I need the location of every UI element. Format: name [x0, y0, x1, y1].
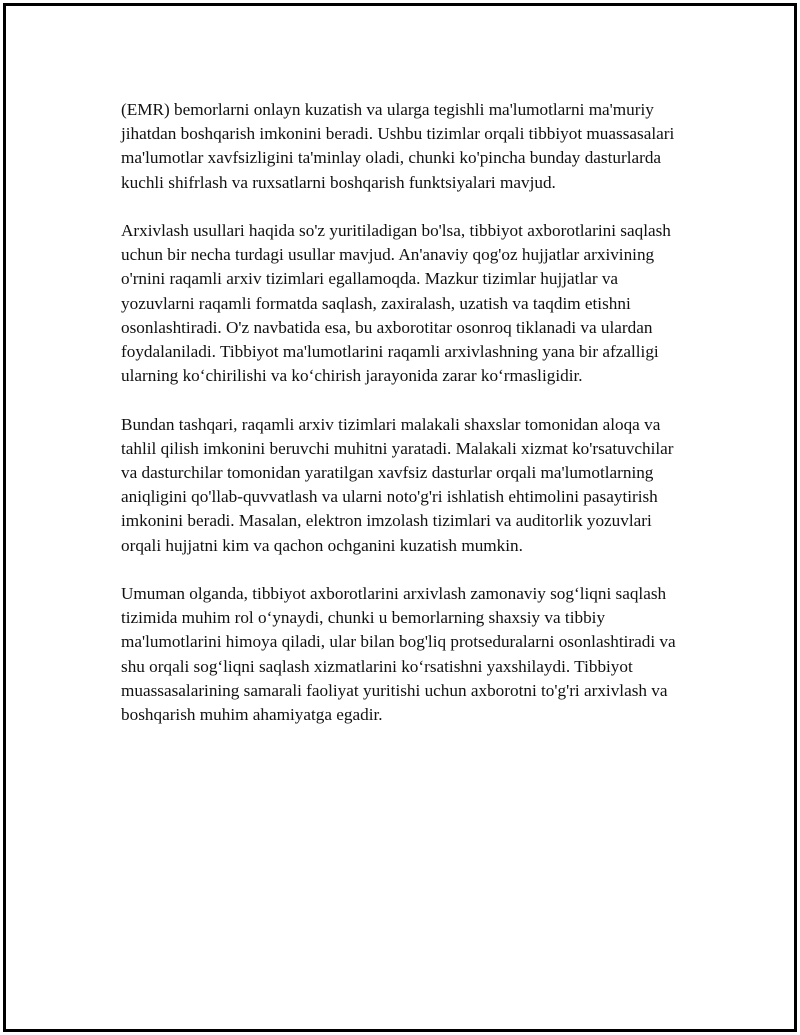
document-body [121, 98, 689, 751]
paragraph-emr-systems: (EMR) bemorlarni onlayn kuzatish va ularga tegishli ma'lumotlarni ma'muriy jihatdan boshqarish imkonini beradi. Ushbu tizimlar orqali tibbiyot muassasalari ma'lumotlar xavfsizligini ta'minlay oladi, chunki ko'pincha bunday dasturlarda kuchli shifrlash va ruxsatlarni boshqarish funktsiyalari mavjud. [121, 100, 675, 192]
paragraph-archiving-methods: Arxivlash usullari haqida so'z yuritiladigan bo'lsa, tibbiyot axborotlarini saqlash uchun bir necha turdagi usullar mavjud. An'anaviy qog'oz hujjatlar arxivining o'rnini raqamli arxiv tizimlari egallamoqda. Mazkur tizimlar hujjatlar va yozuvlarni raqamli formatda saqlash, zaxiralash, uzatish va taqdim etishni osonlashtiradi. O'z navbatida esa, bu axborotitar osonroq tiklanadi va ulardan foydalaniladi. Tibbiyot ma'lumotlarini raqamli arxivlashning yana bir afzalligi ularning ko‘chirilishi va ko‘chirish jarayonida zarar ko‘rmasligidir. [121, 221, 671, 386]
page-frame [3, 3, 797, 1032]
paragraph-conclusion: Umuman olganda, tibbiyot axborotlarini arxivlash zamonaviy sog‘liqni saqlash tizimida muhim rol o‘ynaydi, chunki u bemorlarning shaxsiy va tibbiy ma'lumotlarini himoya qiladi, ular bilan bog'liq protseduralarni osonlashtiradi va shu orqali sog‘liqni saqlash xizmatlarini ko‘rsatishni yaxshilaydi. Tibbiyot muassasalarining samarali faoliyat yuritishi uchun axborotni to'g'ri arxivlash va boshqarish muhim ahamiyatga egadir. [121, 584, 676, 725]
paragraph-digital-archive-security: Bundan tashqari, raqamli arxiv tizimlari malakali shaxslar tomonidan aloqa va tahlil qilish imkonini beruvchi muhitni yaratadi. Malakali xizmat ko'rsatuvchilar va dasturchilar tomonidan yaratilgan xavfsiz dasturlar orqali ma'lumotlarning aniqligini qo'llab-quvvatlash va ularni noto'g'ri ishlatish ehtimolini pasaytirish imkonini beradi. Masalan, elektron imzolash tizimlari va auditorlik yozuvlari orqali hujjatni kim va qachon ochganini kuzatish mumkin. [121, 414, 674, 555]
